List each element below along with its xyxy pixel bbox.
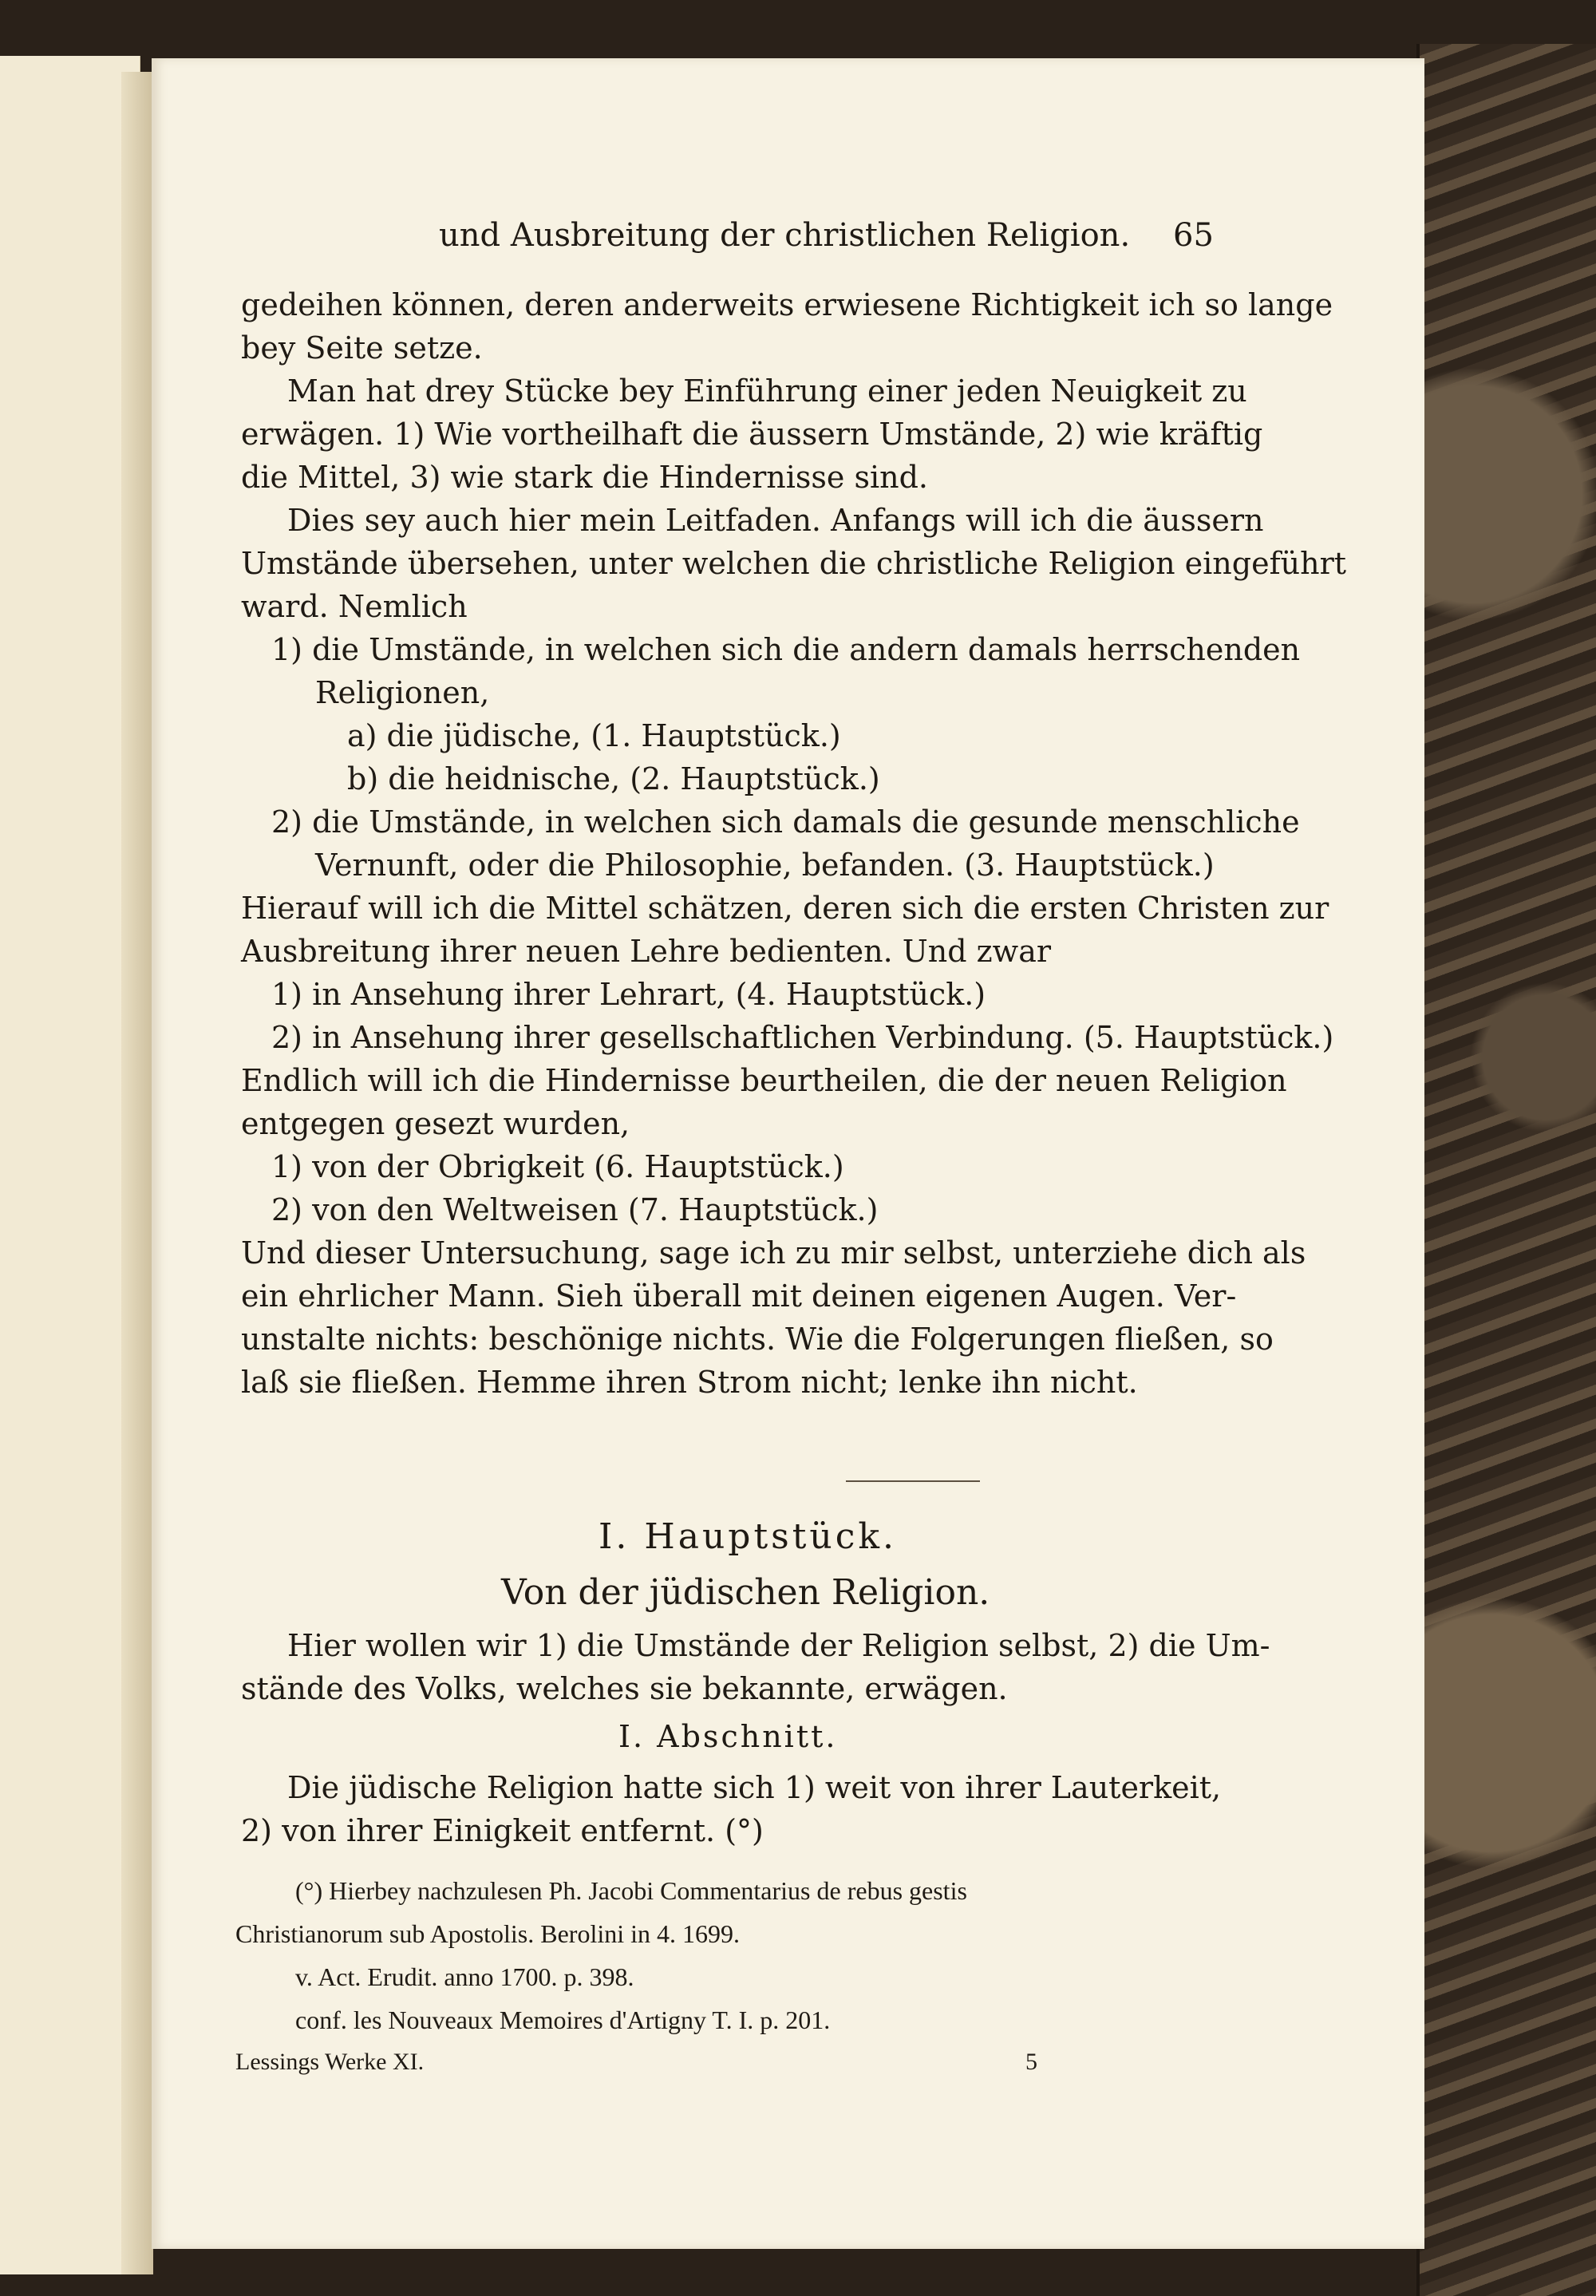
text-line: Endlich will ich die Hindernisse beurtheilen, die der neuen Religion: [241, 1063, 1287, 1098]
text-line: gedeihen können, deren anderweits erwiesene Richtigkeit ich so lange: [241, 287, 1333, 322]
section-divider: [846, 1480, 980, 1482]
page: [152, 58, 1424, 2249]
footnote-line: v. Act. Erudit. anno 1700. p. 398.: [295, 1962, 634, 1991]
text-line: erwägen. 1) Wie vortheilhaft die äussern Umstände, 2) wie kräftig: [241, 417, 1263, 452]
text-line: stände des Volks, welches sie bekannte, erwägen.: [241, 1671, 1008, 1706]
text-line: b) die heidnische, (2. Hauptstück.): [347, 761, 880, 796]
text-line: bey Seite setze.: [241, 330, 483, 366]
page-number: 65: [1173, 217, 1214, 254]
text-line: 2) in Ansehung ihrer gesellschaftlichen Verbindung. (5. Hauptstück.): [271, 1020, 1334, 1055]
book-gutter: [121, 72, 153, 2274]
text-line: 2) von ihrer Einigkeit entfernt. (°): [241, 1813, 764, 1848]
text-line: Die jüdische Religion hatte sich 1) weit von ihrer Lauterkeit,: [287, 1770, 1222, 1805]
running-header: und Ausbreitung der christlichen Religion.: [439, 217, 1131, 254]
text-line: Religionen,: [315, 675, 490, 710]
sheet-number: 5: [1025, 2049, 1037, 2075]
text-line: laß sie fließen. Hemme ihren Strom nicht; lenke ihn nicht.: [241, 1365, 1138, 1400]
text-line: entgegen gesezt wurden,: [241, 1106, 630, 1141]
text-line: Und dieser Untersuchung, sage ich zu mir selbst, unterziehe dich als: [241, 1235, 1306, 1271]
chapter-title: Von der jüdischen Religion.: [501, 1572, 990, 1613]
text-line: 1) von der Obrigkeit (6. Hauptstück.): [271, 1149, 844, 1184]
text-line: Vernunft, oder die Philosophie, befanden. (3. Hauptstück.): [315, 848, 1215, 883]
text-line: 2) die Umstände, in welchen sich damals die gesunde menschliche: [271, 804, 1300, 840]
text-line: Man hat drey Stücke bey Einführung einer jeden Neuigkeit zu: [287, 373, 1247, 409]
text-line: Dies sey auch hier mein Leitfaden. Anfangs will ich die äussern: [287, 503, 1264, 538]
text-line: 1) in Ansehung ihrer Lehrart, (4. Hauptstück.): [271, 977, 986, 1012]
text-line: Hierauf will ich die Mittel schätzen, deren sich die ersten Christen zur: [241, 891, 1329, 926]
chapter-heading: I. Hauptstück.: [598, 1516, 898, 1557]
text-line: die Mittel, 3) wie stark die Hindernisse sind.: [241, 460, 928, 495]
text-line: 1) die Umstände, in welchen sich die andern damals herrschenden: [271, 632, 1301, 667]
text-line: a) die jüdische, (1. Hauptstück.): [347, 718, 841, 753]
text-line: Umstände übersehen, unter welchen die christliche Religion eingeführt: [241, 546, 1347, 581]
text-line: unstalte nichts: beschönige nichts. Wie die Folgerungen fließen, so: [241, 1322, 1274, 1357]
text-line: ward. Nemlich: [241, 589, 468, 624]
text-line: 2) von den Weltweisen (7. Hauptstück.): [271, 1192, 879, 1227]
left-page-edge: [0, 56, 140, 2274]
text-line: Ausbreitung ihrer neuen Lehre bedienten. Und zwar: [241, 934, 1052, 969]
footnote-line: conf. les Nouveaux Memoires d'Artigny T. I. p. 201.: [295, 2006, 831, 2034]
text-line: ein ehrlicher Mann. Sieh überall mit deinen eigenen Augen. Ver-: [241, 1278, 1237, 1314]
marbled-cover: [1416, 44, 1596, 2296]
signature-mark: Lessings Werke XI.: [235, 2049, 425, 2075]
section-heading: I. Abschnitt.: [618, 1719, 838, 1754]
footnote-line: Christianorum sub Apostolis. Berolini in 4. 1699.: [235, 1919, 741, 1948]
text-line: Hier wollen wir 1) die Umstände der Religion selbst, 2) die Um-: [287, 1628, 1270, 1663]
footnote-line: (°) Hierbey nachzulesen Ph. Jacobi Commentarius de rebus gestis: [295, 1876, 967, 1905]
